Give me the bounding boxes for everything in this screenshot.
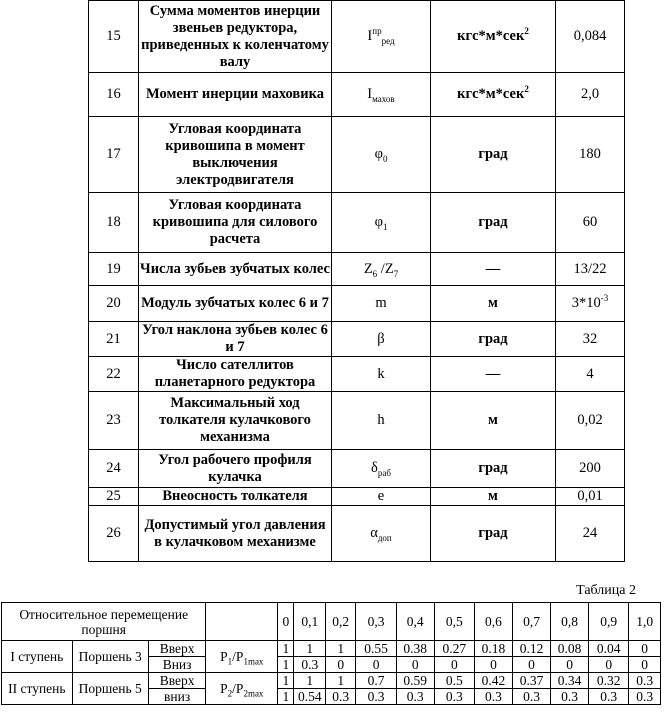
param-value: 0,01 bbox=[556, 488, 625, 506]
col-header: 0,8 bbox=[551, 603, 589, 641]
param-symbol: $I_{махов}$ bbox=[332, 73, 431, 117]
param-row bbox=[89, 1, 625, 73]
value-cell: 0.42 bbox=[474, 673, 512, 689]
col-header: 0 bbox=[278, 603, 294, 641]
param-unit: м bbox=[431, 392, 556, 450]
param-row bbox=[89, 73, 625, 117]
stage1-label: I ступень bbox=[2, 641, 73, 673]
param-value: 24 bbox=[556, 506, 625, 562]
value-cell: 0 bbox=[551, 657, 589, 673]
param-symbol: m bbox=[332, 286, 431, 322]
param-symbol: $\varphi_1$ bbox=[332, 193, 431, 253]
param-symbol: $\varphi_0$ bbox=[332, 117, 431, 193]
col-header: 0,5 bbox=[434, 603, 474, 641]
row-number: 21 bbox=[89, 322, 139, 357]
param-unit: — bbox=[431, 357, 556, 392]
value-cell: 0.04 bbox=[589, 641, 629, 657]
param-symbol: k bbox=[332, 357, 431, 392]
stage1-down-label: Вниз bbox=[148, 657, 206, 673]
param-value: 32 bbox=[556, 322, 625, 357]
value-cell: 0.3 bbox=[356, 689, 396, 705]
param-symbol: $\delta_{раб}$ bbox=[332, 450, 431, 488]
param-unit: м bbox=[431, 488, 556, 506]
value-cell: 0.3 bbox=[434, 689, 474, 705]
value-cell: 0 bbox=[513, 657, 551, 673]
value-cell: 0.59 bbox=[396, 673, 434, 689]
piston-displacement-table bbox=[1, 602, 661, 705]
param-symbol: $\alpha_{доп}$ bbox=[332, 506, 431, 562]
row-number: 22 bbox=[89, 357, 139, 392]
param-row bbox=[89, 193, 625, 253]
param-unit: град bbox=[431, 322, 556, 357]
parameters-table bbox=[88, 0, 625, 562]
stage2-piston: Поршень 5 bbox=[72, 673, 148, 705]
param-row bbox=[89, 322, 625, 357]
value-cell: 0 bbox=[629, 641, 661, 657]
row-number: 23 bbox=[89, 392, 139, 450]
param-description: Угловая координата кривошипа для силового расчета bbox=[139, 193, 332, 253]
value-cell: 1 bbox=[326, 641, 356, 657]
stage2-label: II ступень bbox=[2, 673, 73, 705]
param-unit: град bbox=[431, 506, 556, 562]
value-cell: 1 bbox=[278, 689, 294, 705]
param-row bbox=[89, 488, 625, 506]
value-cell: 1 bbox=[278, 673, 294, 689]
header-row bbox=[2, 603, 661, 641]
value-cell: 0 bbox=[589, 657, 629, 673]
param-row bbox=[89, 286, 625, 322]
param-value: 4 bbox=[556, 357, 625, 392]
param-symbol: $Z_6$ $/Z_7$ bbox=[332, 253, 431, 286]
param-row bbox=[89, 506, 625, 562]
stage2-down-label: вниз bbox=[148, 689, 206, 705]
value-cell: 0 bbox=[396, 657, 434, 673]
value-cell: 0.3 bbox=[589, 689, 629, 705]
param-value: 200 bbox=[556, 450, 625, 488]
row-number: 19 bbox=[89, 253, 139, 286]
col-header: 0,6 bbox=[474, 603, 512, 641]
value-cell: 0.3 bbox=[326, 689, 356, 705]
param-description: Модуль зубчатых колес 6 и 7 bbox=[139, 286, 332, 322]
value-cell: 0.3 bbox=[629, 673, 661, 689]
param-unit: м bbox=[431, 286, 556, 322]
param-unit: град bbox=[431, 193, 556, 253]
header-label: Относительное перемещение поршня bbox=[2, 603, 206, 641]
param-description: Момент инерции маховика bbox=[139, 73, 332, 117]
param-row bbox=[89, 117, 625, 193]
col-header: 0,7 bbox=[513, 603, 551, 641]
value-cell: 0.08 bbox=[551, 641, 589, 657]
row-number: 26 bbox=[89, 506, 139, 562]
row-number: 25 bbox=[89, 488, 139, 506]
col-header: 0,9 bbox=[589, 603, 629, 641]
row-number: 16 bbox=[89, 73, 139, 117]
value-cell: 1 bbox=[278, 641, 294, 657]
param-description: Сумма моментов инерции звеньев редуктора, приведенных к коленчатому валу bbox=[139, 1, 332, 73]
col-header: 1,0 bbox=[629, 603, 661, 641]
value-cell: 0.5 bbox=[434, 673, 474, 689]
value-cell: 1 bbox=[326, 673, 356, 689]
value-cell: 0.3 bbox=[513, 689, 551, 705]
param-row bbox=[89, 392, 625, 450]
value-cell: 0.3 bbox=[294, 657, 326, 673]
value-cell: 0.38 bbox=[396, 641, 434, 657]
value-cell: 1 bbox=[294, 641, 326, 657]
param-value: 13/22 bbox=[556, 253, 625, 286]
value-cell: 0.3 bbox=[474, 689, 512, 705]
stage2-ratio: $P_2/P_{2max}$ bbox=[206, 673, 278, 705]
param-symbol: β bbox=[332, 322, 431, 357]
header-blank bbox=[206, 603, 278, 641]
param-value: 0,084 bbox=[556, 1, 625, 73]
param-symbol: h bbox=[332, 392, 431, 450]
param-description: Угол рабочего профиля кулачка bbox=[139, 450, 332, 488]
col-header: 0,3 bbox=[356, 603, 396, 641]
table-caption: Таблица 2 bbox=[576, 583, 636, 598]
value-cell: 0 bbox=[356, 657, 396, 673]
stage1-ratio: $P_1/P_{1max}$ bbox=[206, 641, 278, 673]
value-cell: 0.34 bbox=[551, 673, 589, 689]
value-cell: 0 bbox=[434, 657, 474, 673]
stage1-up-row bbox=[2, 641, 661, 657]
value-cell: 0.7 bbox=[356, 673, 396, 689]
col-header: 0,2 bbox=[326, 603, 356, 641]
value-cell: 1 bbox=[278, 657, 294, 673]
value-cell: 0.3 bbox=[396, 689, 434, 705]
param-row bbox=[89, 450, 625, 488]
stage2-up-row bbox=[2, 673, 661, 689]
param-value: 60 bbox=[556, 193, 625, 253]
value-cell: 0.37 bbox=[513, 673, 551, 689]
param-symbol: e bbox=[332, 488, 431, 506]
row-number: 20 bbox=[89, 286, 139, 322]
param-unit: град bbox=[431, 450, 556, 488]
param-description: Внеосность толкателя bbox=[139, 488, 332, 506]
value-cell: 0.18 bbox=[474, 641, 512, 657]
value-cell: 0 bbox=[629, 657, 661, 673]
col-header: 0,1 bbox=[294, 603, 326, 641]
value-cell: 1 bbox=[294, 673, 326, 689]
param-description: Числа зубьев зубчатых колес bbox=[139, 253, 332, 286]
param-unit: кгс*м*сек$^2$ bbox=[431, 73, 556, 117]
param-description: Угол наклона зубьев колес 6 и 7 bbox=[139, 322, 332, 357]
param-value: 0,02 bbox=[556, 392, 625, 450]
value-cell: 0 bbox=[474, 657, 512, 673]
param-symbol: $I^{пр}_{ред}$ bbox=[332, 1, 431, 73]
param-unit: — bbox=[431, 253, 556, 286]
value-cell: 0.54 bbox=[294, 689, 326, 705]
stage1-up-label: Вверх bbox=[148, 641, 206, 657]
param-unit: кгс*м*сек$^2$ bbox=[431, 1, 556, 73]
param-value: $3*10^{-3}$ bbox=[556, 286, 625, 322]
col-header: 0,4 bbox=[396, 603, 434, 641]
param-description: Угловая координата кривошипа в момент выключения электродвигателя bbox=[139, 117, 332, 193]
value-cell: 0.27 bbox=[434, 641, 474, 657]
value-cell: 0.3 bbox=[629, 689, 661, 705]
param-value: 180 bbox=[556, 117, 625, 193]
param-unit: град bbox=[431, 117, 556, 193]
stage1-piston: Поршень 3 bbox=[72, 641, 148, 673]
param-value: 2,0 bbox=[556, 73, 625, 117]
param-description: Число сателлитов планетарного редуктора bbox=[139, 357, 332, 392]
param-description: Максимальный ход толкателя кулачкового механизма bbox=[139, 392, 332, 450]
row-number: 18 bbox=[89, 193, 139, 253]
stage2-up-label: Вверх bbox=[148, 673, 206, 689]
row-number: 17 bbox=[89, 117, 139, 193]
value-cell: 0.32 bbox=[589, 673, 629, 689]
row-number: 15 bbox=[89, 1, 139, 73]
param-row bbox=[89, 253, 625, 286]
row-number: 24 bbox=[89, 450, 139, 488]
value-cell: 0.12 bbox=[513, 641, 551, 657]
param-description: Допустимый угол давления в кулачковом механизме bbox=[139, 506, 332, 562]
value-cell: 0.3 bbox=[551, 689, 589, 705]
value-cell: 0.55 bbox=[356, 641, 396, 657]
param-row bbox=[89, 357, 625, 392]
value-cell: 0 bbox=[326, 657, 356, 673]
